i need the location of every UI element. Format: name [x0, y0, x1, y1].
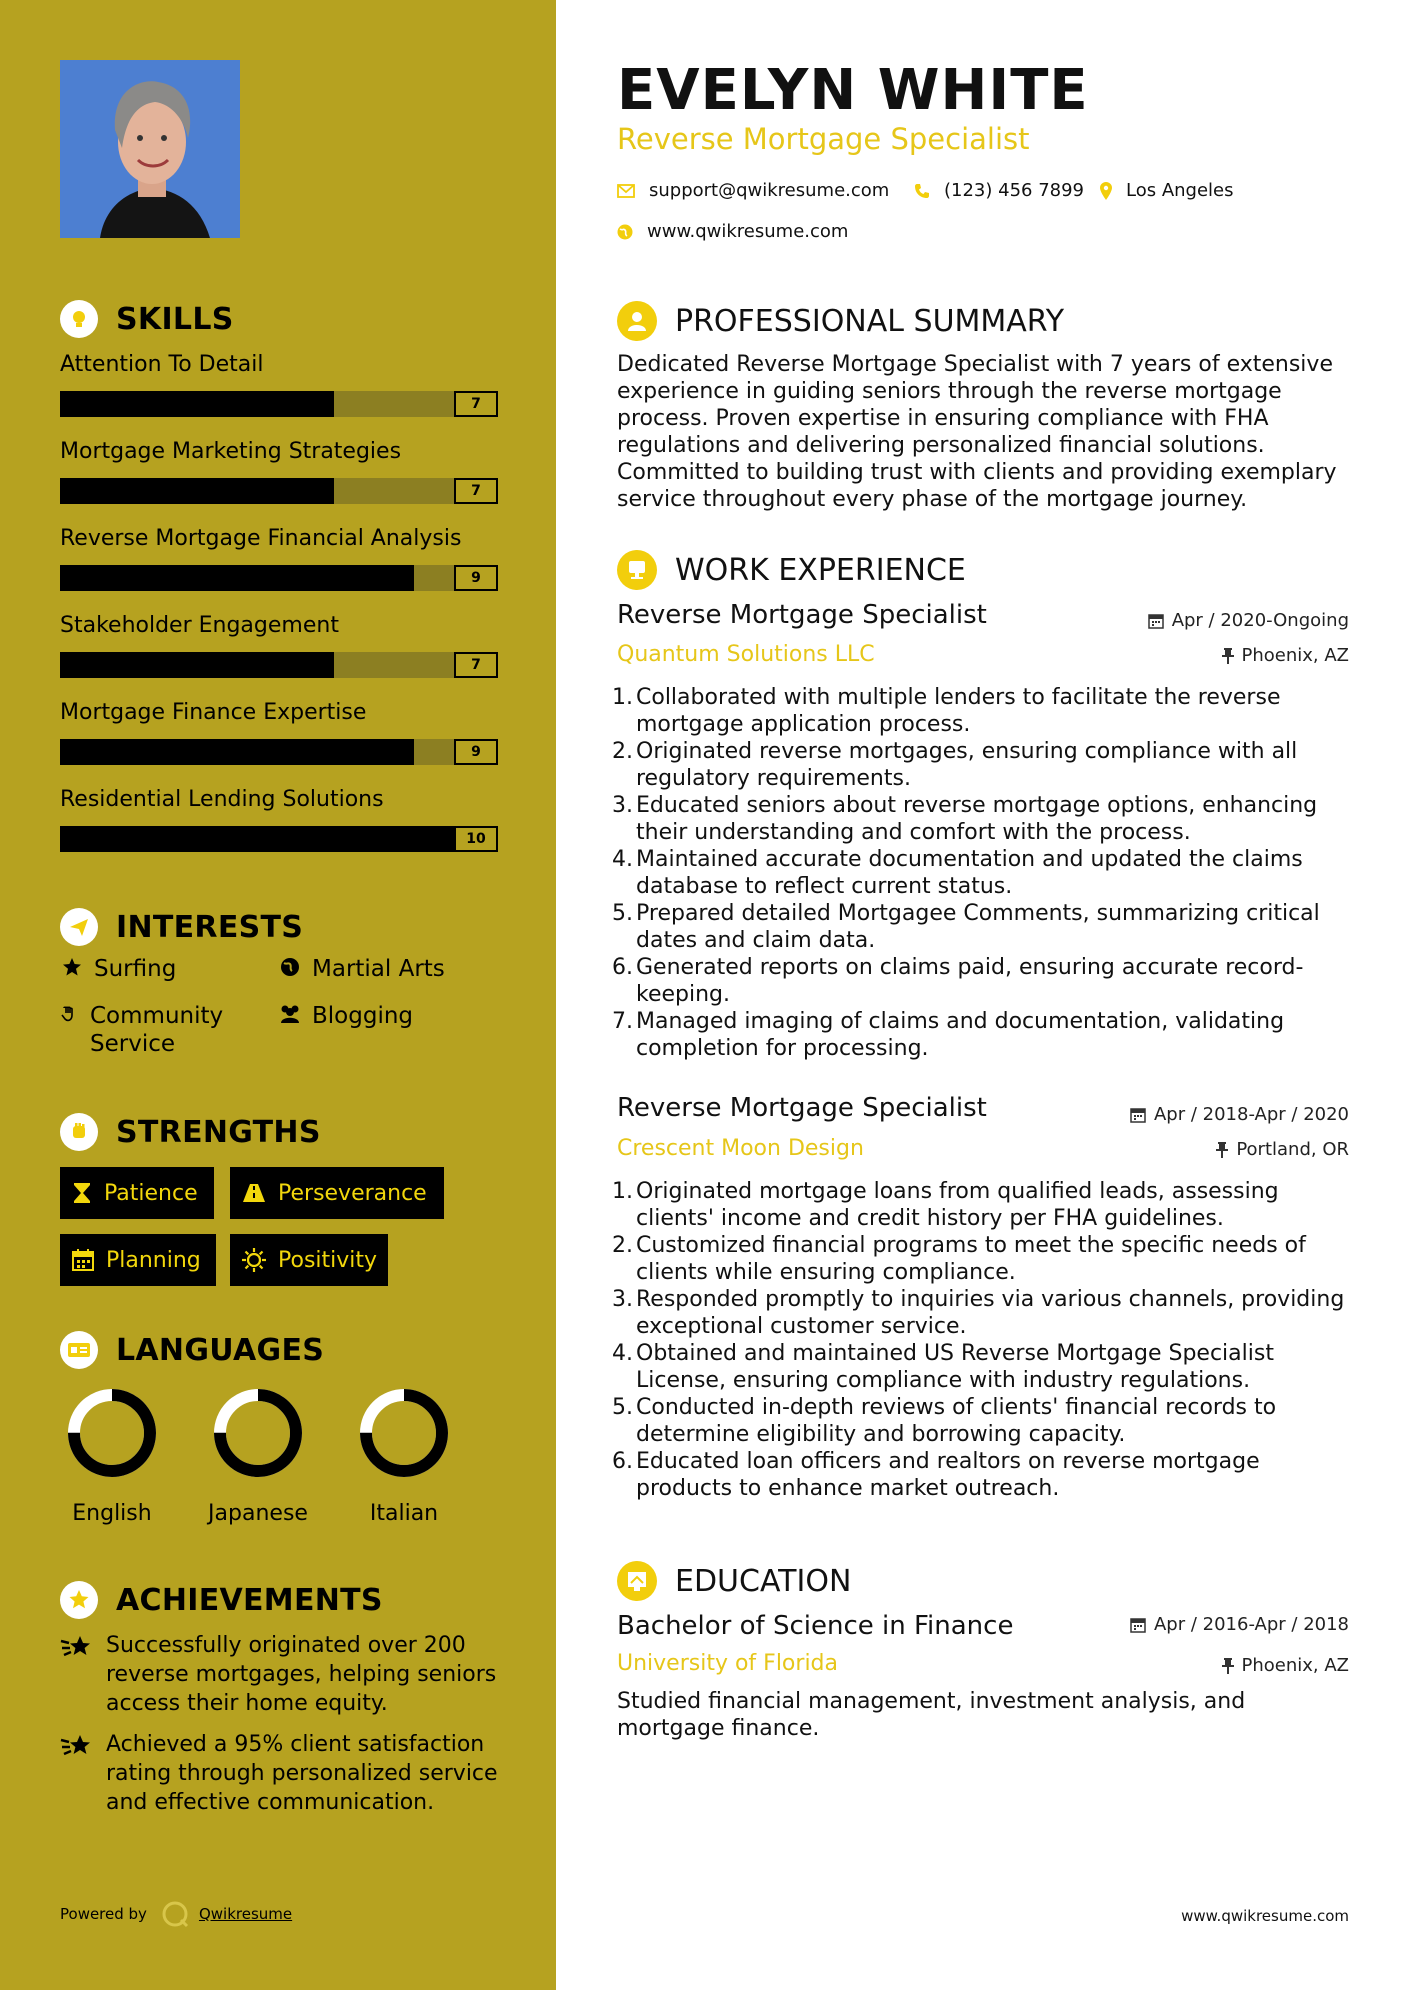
job-dates — [1148, 610, 1349, 631]
contact-website — [617, 221, 848, 242]
school-name: University of Florida — [617, 1651, 838, 1676]
strength-label: Patience — [104, 1180, 198, 1206]
graduation-icon — [617, 1561, 657, 1601]
interest-blogging — [278, 1002, 413, 1030]
skill-bar-fill — [60, 478, 334, 504]
qwikresume-logo-icon — [161, 1900, 189, 1928]
interest-community-service — [60, 1002, 260, 1058]
interest-martial-arts — [278, 955, 445, 983]
contact-location — [1100, 180, 1234, 201]
education-dates-text: Apr / 2016-Apr / 2018 — [1153, 1614, 1349, 1635]
interest-label: Community Service — [90, 1003, 224, 1057]
job-location — [1216, 1139, 1349, 1160]
job-bullets — [612, 1178, 1357, 1502]
job-location-text: Portland, OR — [1236, 1139, 1349, 1160]
hourglass-icon — [72, 1182, 92, 1204]
skills-title: SKILLS — [116, 301, 234, 337]
strength-label: Positivity — [278, 1247, 378, 1273]
job-bullet: Originated reverse mortgages, ensuring compliance with all regulatory requirements. — [636, 739, 1298, 791]
skill-name: Mortgage Finance Expertise — [60, 700, 367, 725]
email-text[interactable]: support@qwikresume.com — [649, 180, 890, 201]
star-icon — [60, 955, 84, 977]
language-label: Japanese — [208, 1501, 308, 1526]
job-dates — [1130, 1104, 1349, 1125]
website-text[interactable]: www.qwikresume.com — [647, 221, 849, 242]
job-location — [1222, 645, 1350, 666]
work-heading — [617, 550, 966, 590]
education-heading — [617, 1561, 851, 1601]
interest-label: Blogging — [312, 1003, 414, 1029]
powered-by — [60, 1900, 292, 1928]
profile-photo — [60, 60, 240, 238]
education-location-text: Phoenix, AZ — [1241, 1655, 1349, 1676]
footer-url[interactable]: www.qwikresume.com — [1181, 1907, 1349, 1925]
skill-name: Residential Lending Solutions — [60, 787, 384, 812]
paper-plane-icon — [60, 908, 98, 946]
briefcase-icon — [617, 550, 657, 590]
calendar-icon — [1148, 613, 1164, 629]
skill-level-badge: 7 — [454, 391, 498, 417]
fist-icon — [60, 1113, 98, 1151]
phone-text: (123) 456 7899 — [944, 180, 1085, 201]
language-ring — [358, 1387, 450, 1483]
strength-label: Planning — [106, 1247, 201, 1273]
job-dates-text: Apr / 2020-Ongoing — [1171, 610, 1349, 631]
candidate-role: Reverse Mortgage Specialist — [617, 122, 1030, 156]
skill-name: Attention To Detail — [60, 352, 264, 377]
strength-positivity — [230, 1234, 388, 1286]
sidebar — [0, 0, 556, 1990]
strength-perseverance — [230, 1167, 444, 1219]
education-dates — [1130, 1614, 1349, 1635]
contact-phone — [914, 180, 1084, 201]
job-bullets — [612, 684, 1357, 1062]
languages-heading — [60, 1331, 324, 1369]
qwikresume-link[interactable]: Qwikresume — [198, 1905, 293, 1923]
interest-label: Martial Arts — [312, 956, 445, 982]
skill-bar-fill — [60, 652, 334, 678]
achievement-item — [60, 1631, 500, 1718]
job-bullet: Customized financial programs to meet the specific needs of clients while ensuring compliance. — [636, 1233, 1306, 1285]
achievements-heading — [60, 1581, 383, 1619]
achievements-title: ACHIEVEMENTS — [116, 1582, 383, 1618]
skill-name: Mortgage Marketing Strategies — [60, 439, 402, 464]
calendar-icon — [1130, 1107, 1146, 1123]
strengths-title: STRENGTHS — [116, 1114, 321, 1150]
job-bullet: Responded promptly to inquiries via various channels, providing exceptional customer service. — [636, 1287, 1345, 1339]
skill-bar-fill — [60, 565, 414, 591]
interest-label: Surfing — [94, 956, 177, 982]
globe-icon — [617, 224, 633, 240]
job-bullet: Obtained and maintained US Reverse Mortgage Specialist License, ensuring compliance with industry regulations. — [636, 1341, 1274, 1393]
language-label: English — [72, 1501, 152, 1526]
strength-planning — [60, 1234, 216, 1286]
skill-name: Reverse Mortgage Financial Analysis — [60, 526, 462, 551]
portrait-image — [60, 60, 240, 238]
interests-title: INTERESTS — [116, 909, 304, 945]
strength-label: Perseverance — [278, 1180, 427, 1206]
globe-icon — [278, 955, 302, 977]
education-text: Studied financial management, investment analysis, and mortgage finance. — [617, 1689, 1246, 1741]
education-title: EDUCATION — [675, 1563, 852, 1599]
summary-text: Dedicated Reverse Mortgage Specialist with 7 years of extensive experience in guiding seniors through the reverse mortgage process. Proven expertise in ensuring compliance with FHA regulations and delivering personalized financial solutions. Committed to building trust with clients and providing exemplary service throughout every phase of the mortgage journey. — [617, 352, 1337, 512]
language-ring — [66, 1387, 158, 1483]
job-bullet: Educated seniors about reverse mortgage options, enhancing their understanding and comfort with the process. — [636, 793, 1318, 845]
calendar-icon — [72, 1249, 94, 1271]
pushpin-icon — [1222, 1658, 1234, 1674]
job-title: Reverse Mortgage Specialist — [617, 1093, 987, 1123]
job-bullet: Maintained accurate documentation and updated the claims database to reflect current status. — [636, 847, 1303, 899]
shooting-star-icon — [60, 1631, 94, 1718]
job-bullet: Collaborated with multiple lenders to facilitate the reverse mortgage application process. — [636, 685, 1281, 737]
skill-level-badge: 9 — [454, 565, 498, 591]
powered-label: Powered by — [60, 1905, 147, 1923]
job-bullet: Originated mortgage loans from qualified leads, assessing clients' income and credit history per FHA guidelines. — [636, 1179, 1279, 1231]
contact-email — [617, 180, 889, 201]
strengths-heading — [60, 1113, 321, 1151]
skill-bar — [60, 478, 498, 504]
summary-heading — [617, 301, 1064, 341]
education-location — [1222, 1655, 1350, 1676]
language-card-icon — [60, 1331, 98, 1369]
languages-title: LANGUAGES — [116, 1332, 325, 1368]
location-text: Los Angeles — [1126, 180, 1234, 201]
trophy-star-icon — [60, 1581, 98, 1619]
users-icon — [278, 1002, 302, 1024]
job-title: Reverse Mortgage Specialist — [617, 600, 987, 630]
job-dates-text: Apr / 2018-Apr / 2020 — [1153, 1104, 1349, 1125]
skill-bar — [60, 391, 498, 417]
skill-bar-fill — [60, 739, 414, 765]
job-location-text: Phoenix, AZ — [1241, 645, 1349, 666]
skill-name: Stakeholder Engagement — [60, 613, 339, 638]
language-ring — [212, 1387, 304, 1483]
language-label: Italian — [369, 1501, 439, 1526]
job-bullet: Prepared detailed Mortgagee Comments, summarizing critical dates and claim data. — [636, 901, 1320, 953]
job-bullet: Managed imaging of claims and documentation, validating completion for processing. — [636, 1009, 1285, 1061]
pushpin-icon — [1216, 1142, 1228, 1158]
road-icon — [242, 1183, 266, 1203]
user-icon — [617, 301, 657, 341]
calendar-icon — [1130, 1617, 1146, 1633]
skill-bar — [60, 565, 498, 591]
sun-icon — [242, 1248, 266, 1272]
skill-bar-fill — [60, 391, 334, 417]
company-name: Crescent Moon Design — [617, 1136, 864, 1161]
job-bullet: Educated loan officers and realtors on reverse mortgage products to enhance market outreach. — [636, 1449, 1260, 1501]
achievement-item — [60, 1730, 500, 1817]
company-name: Quantum Solutions LLC — [617, 642, 875, 667]
interest-surfing — [60, 955, 176, 983]
lightbulb-icon — [60, 300, 98, 338]
shooting-star-icon — [60, 1730, 94, 1817]
interests-heading — [60, 908, 303, 946]
skill-level-badge: 9 — [454, 739, 498, 765]
skill-level-badge: 7 — [454, 652, 498, 678]
skill-bar-fill — [60, 826, 454, 852]
skill-bar — [60, 826, 498, 852]
envelope-icon — [617, 184, 635, 198]
hand-icon — [60, 1002, 80, 1024]
strength-patience — [60, 1167, 214, 1219]
work-title: WORK EXPERIENCE — [675, 552, 966, 588]
skills-heading — [60, 300, 234, 338]
degree-title: Bachelor of Science in Finance — [617, 1611, 1014, 1641]
phone-icon — [914, 183, 930, 199]
job-bullet: Conducted in-depth reviews of clients' financial records to determine eligibility and borrowing capacity. — [636, 1395, 1277, 1447]
achievement-text: Achieved a 95% client satisfaction rating through personalized service and effective communication. — [106, 1732, 498, 1815]
location-pin-icon — [1100, 182, 1112, 200]
skill-level-badge: 10 — [454, 826, 498, 852]
skill-level-badge: 7 — [454, 478, 498, 504]
pushpin-icon — [1222, 648, 1234, 664]
summary-title: PROFESSIONAL SUMMARY — [675, 303, 1065, 339]
achievement-text: Successfully originated over 200 reverse mortgages, helping seniors access their home equity. — [106, 1633, 497, 1716]
skill-bar — [60, 652, 498, 678]
job-bullet: Generated reports on claims paid, ensuring accurate record-keeping. — [636, 955, 1304, 1007]
candidate-name: EVELYN WHITE — [617, 58, 1089, 123]
skill-bar — [60, 739, 498, 765]
